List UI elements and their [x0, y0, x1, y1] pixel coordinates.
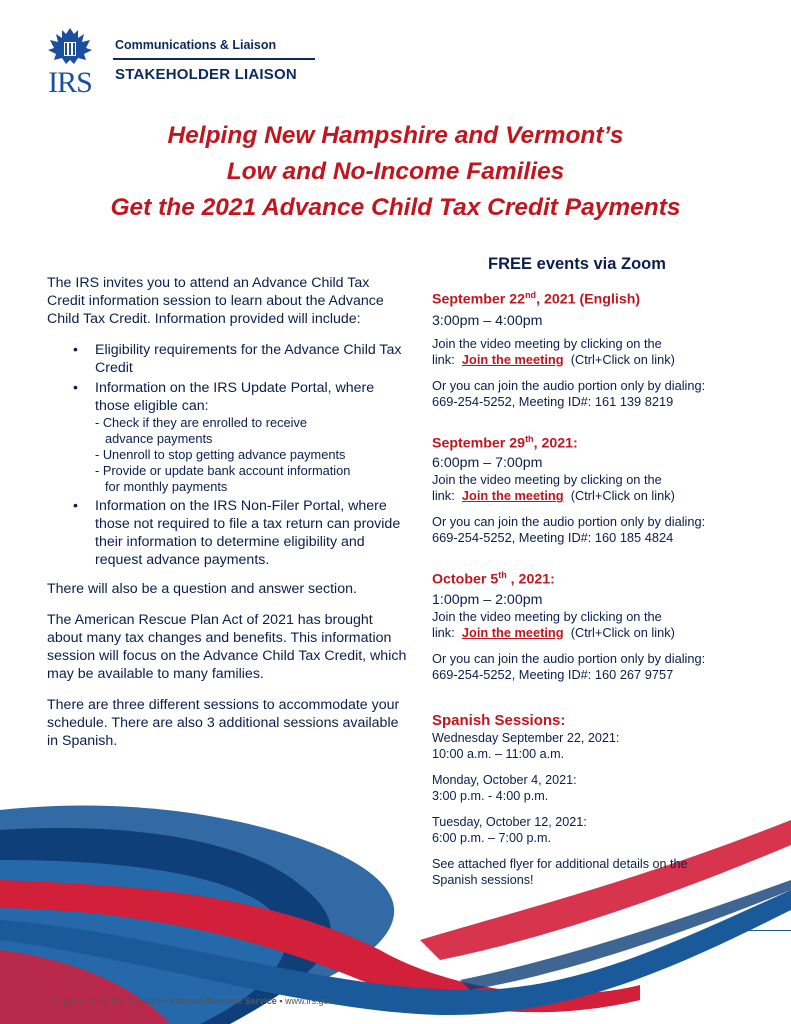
qa-text: There will also be a question and answer section.	[47, 581, 357, 597]
division-label: Communications & Liaison	[115, 38, 277, 52]
video-instructions: Join the video meeting by clicking on the link: Join the meeting (Ctrl+Click on link)	[432, 609, 675, 641]
event-time: 6:00pm – 7:00pm	[432, 455, 543, 472]
sub-item: - Provide or update bank account information	[95, 463, 351, 478]
right-column	[432, 255, 742, 888]
spanish-session: Monday, October 4, 2021: 3:00 p.m. - 4:00 p.m.	[432, 773, 577, 804]
arp-text: The American Rescue Plan Act of 2021 has brought about many tax changes and benefits. This information session will focus on the Advance Child Tax Credit, which may be available to many families.	[47, 612, 407, 682]
event-date: October 5th , 2021:	[432, 570, 555, 589]
title-line: Get the 2021 Advance Child Tax Credit Payments	[110, 194, 681, 221]
title-line: Helping New Hampshire and Vermont’s	[167, 122, 624, 149]
page-title	[0, 118, 791, 226]
events-heading: FREE events via Zoom	[488, 255, 666, 273]
spanish-sessions	[432, 711, 742, 888]
audio-instructions: Or you can join the audio portion only by dialing: 669-254-5252, Meeting ID#: 160 267 9757	[432, 651, 706, 683]
spanish-heading: Spanish Sessions:	[432, 712, 566, 730]
logo-text: IRS	[48, 66, 92, 99]
video-instructions: Join the video meeting by clicking on the link: Join the meeting (Ctrl+Click on link)	[432, 472, 675, 504]
unit-label: STAKEHOLDER LIAISON	[115, 66, 297, 83]
spanish-session: Tuesday, October 12, 2021: 6:00 p.m. – 7:00 p.m.	[432, 815, 587, 846]
list-item: • Eligibility requirements for the Advance Child Tax Credit	[73, 342, 402, 376]
sub-item-cont: for monthly payments	[105, 479, 228, 494]
title-line: Low and No-Income Families	[226, 158, 565, 185]
event-time: 1:00pm – 2:00pm	[432, 592, 543, 609]
join-meeting-link[interactable]: Join the meeting	[461, 351, 564, 367]
bullet-icon: •	[73, 380, 78, 396]
spanish-note: See attached flyer for additional details on the Spanish sessions!	[432, 857, 688, 888]
join-meeting-link[interactable]: Join the meeting	[461, 625, 564, 641]
sub-item: - Check if they are enrolled to receive	[95, 415, 307, 430]
bullet-icon: •	[73, 342, 78, 358]
list-item: • Information on the IRS Update Portal, where those eligible can: - Check if they are enrolled to receive advance payments - Unenroll to stop getting advance payments - Provide or update bank account information for monthly payments	[47, 379, 407, 495]
video-instructions: Join the video meeting by clicking on the link: Join the meeting (Ctrl+Click on link)	[432, 335, 675, 367]
event-block	[432, 566, 742, 683]
sessions-text: There are three different sessions to accommodate your schedule. There are also 3 additional sessions available in Spanish.	[47, 697, 400, 749]
join-meeting-link[interactable]: Join the meeting	[461, 488, 564, 504]
event-block	[432, 286, 742, 410]
sub-item: - Unenroll to stop getting advance payments	[95, 447, 346, 462]
spanish-session: Wednesday September 22, 2021: 10:00 a.m. – 11:00 a.m.	[432, 731, 620, 762]
event-date: September 29th, 2021:	[432, 433, 578, 452]
left-column	[47, 274, 407, 763]
bullet-icon: •	[73, 498, 78, 514]
intro-text: The IRS invites you to attend an Advance Child Tax Credit information session to learn about the Advance Child Tax Credit. Information provided will include:	[47, 275, 384, 327]
header-divider	[113, 58, 315, 60]
audio-instructions: Or you can join the audio portion only by dialing: 669-254-5252, Meeting ID#: 160 185 4824	[432, 514, 706, 546]
irs-logo	[44, 24, 96, 98]
footer: Department of the Treasury ▪ Internal Revenue Service ▪ www.irs.gov	[52, 996, 334, 1006]
audio-instructions: Or you can join the audio portion only by dialing: 669-254-5252, Meeting ID#: 161 139 8219	[432, 377, 706, 409]
sub-item-cont: advance payments	[105, 431, 213, 446]
info-bullet-list	[47, 341, 407, 569]
event-block	[432, 430, 742, 547]
sub-list	[95, 415, 407, 495]
event-time: 3:00pm – 4:00pm	[432, 312, 543, 329]
list-item: • Information on the IRS Non-Filer Portal, where those not required to file a tax return can provide their information to determine eligibility and request advance payments.	[73, 498, 401, 568]
event-date: September 22nd, 2021 (English)	[432, 290, 641, 308]
right-rule	[708, 930, 791, 931]
